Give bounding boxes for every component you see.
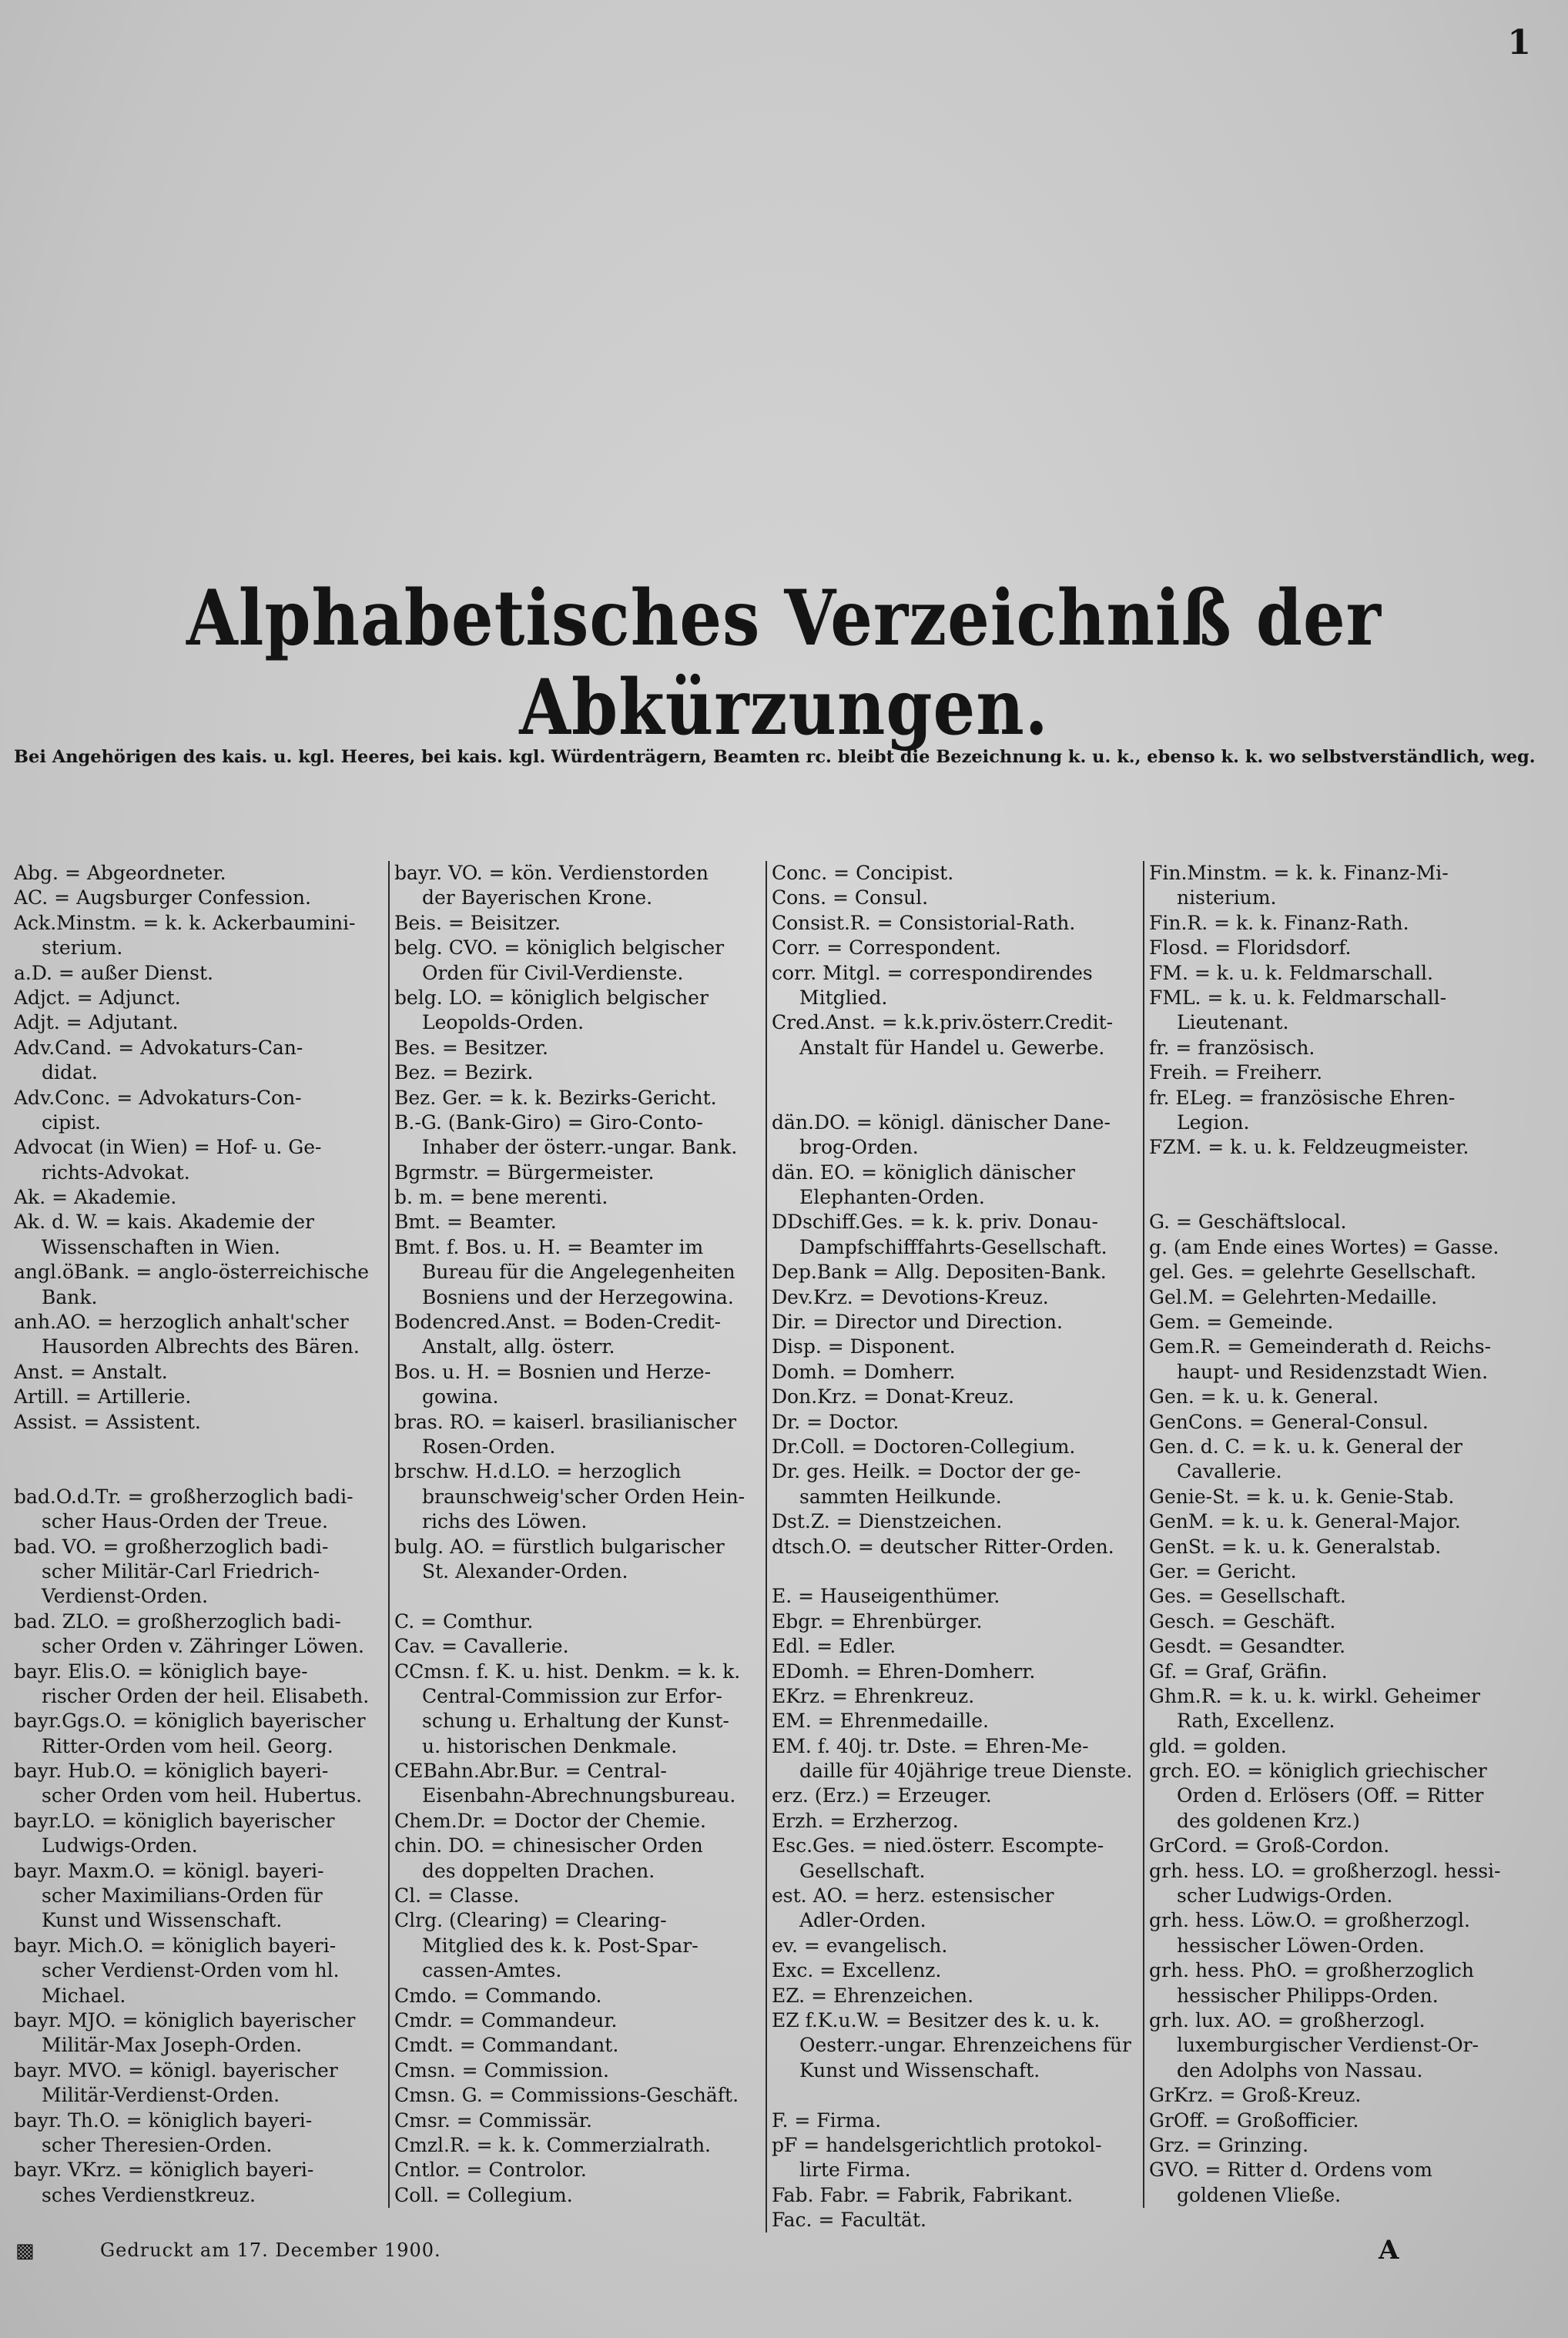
abbreviation-entry-line: Dr.Coll. = Doctoren-Collegium. bbox=[772, 1435, 1076, 1458]
print-date-footer: Gedruckt am 17. December 1900. bbox=[100, 2239, 441, 2261]
abbreviation-entry-line: Bes. = Besitzer. bbox=[394, 1036, 548, 1059]
abbreviation-entry-line: dän.DO. = königl. dänischer Dane- bbox=[772, 1110, 1111, 1134]
abbreviation-entry-line: bulg. AO. = fürstlich bulgarischer bbox=[394, 1535, 725, 1558]
abbreviation-entry-line: grh. hess. Löw.O. = großherzogl. bbox=[1149, 1909, 1470, 1932]
entry-continuation-line: Ludwigs-Orden. bbox=[42, 1834, 198, 1857]
abbreviation-entry-line: FM. = k. u. k. Feldmarschall. bbox=[1149, 961, 1433, 984]
abbreviation-entry-line: fr. = französisch. bbox=[1149, 1036, 1315, 1059]
abbreviation-entry-line: gld. = golden. bbox=[1149, 1734, 1287, 1757]
abbreviation-entry-line: bayr. VO. = kön. Verdienstorden bbox=[394, 862, 709, 884]
entry-continuation-line: richts-Advokat. bbox=[42, 1161, 190, 1184]
abbreviation-entry-line: a.D. = außer Dienst. bbox=[14, 961, 213, 984]
abbreviation-entry-line: Anst. = Anstalt. bbox=[14, 1360, 168, 1383]
abbreviation-entry-line: Dr. ges. Heilk. = Doctor der ge- bbox=[772, 1460, 1081, 1483]
abbreviation-entry-line: Bez. = Bezirk. bbox=[394, 1061, 534, 1084]
abbreviation-entry-line: Cntlor. = Controlor. bbox=[394, 2159, 587, 2182]
abbreviation-entry-line: CEBahn.Abr.Bur. = Central- bbox=[394, 1760, 667, 1783]
abbreviation-entry-line: Genie-St. = k. u. k. Genie-Stab. bbox=[1149, 1485, 1455, 1508]
section-gap bbox=[394, 1584, 764, 1609]
section-gap bbox=[772, 1559, 1141, 1584]
abbreviation-entry-line: Gesdt. = Gesandter. bbox=[1149, 1635, 1346, 1658]
abbreviation-entry-line: Gem. = Gemeinde. bbox=[1149, 1311, 1334, 1334]
entry-continuation-line: daille für 40jährige treue Dienste. bbox=[799, 1760, 1133, 1783]
abbreviation-entry-line: Dep.Bank = Allg. Depositen-Bank. bbox=[772, 1261, 1107, 1284]
abbreviation-entry-line: B.-G. (Bank-Giro) = Giro-Conto- bbox=[394, 1110, 703, 1134]
section-gap bbox=[1149, 1161, 1557, 1185]
abbreviation-entry-line: Adjt. = Adjutant. bbox=[14, 1011, 179, 1034]
entry-continuation-line: Militär-Verdienst-Orden. bbox=[42, 2084, 280, 2107]
entry-continuation-line: Oesterr.-ungar. Ehrenzeichens für bbox=[799, 2034, 1131, 2057]
abbreviation-entry-line: Consist.R. = Consistorial-Rath. bbox=[772, 911, 1076, 934]
entry-continuation-line: haupt- und Residenzstadt Wien. bbox=[1177, 1360, 1489, 1383]
entry-continuation-line: Kunst und Wissenschaft. bbox=[799, 2058, 1040, 2082]
abbreviation-entry-line: bayr. MVO. = königl. bayerischer bbox=[14, 2058, 338, 2082]
abbreviation-entry-line: Clrg. (Clearing) = Clearing- bbox=[394, 1909, 667, 1932]
abbreviation-entry-line: GenSt. = k. u. k. Generalstab. bbox=[1149, 1535, 1442, 1558]
abbreviation-entry-line: Dev.Krz. = Devotions-Kreuz. bbox=[772, 1285, 1049, 1308]
page-number: 1 bbox=[1507, 23, 1531, 62]
abbreviation-entry-line: Corr. = Correspondent. bbox=[772, 936, 1001, 960]
abbreviation-entry-line: pF = handelsgerichtlich protokol- bbox=[772, 2133, 1102, 2156]
abbreviation-entry-line: Abg. = Abgeordneter. bbox=[14, 862, 226, 884]
abbreviation-entry-line: dän. EO. = königlich dänischer bbox=[772, 1161, 1075, 1184]
entry-continuation-line: des goldenen Krz.) bbox=[1177, 1809, 1360, 1832]
entry-continuation-line: nisterium. bbox=[1177, 886, 1277, 909]
prefatory-note: Bei Angehörigen des kais. u. kgl. Heeres, bei kais. kgl. Würdenträgern, Beamten rc. bleibt die Bezeichnung k. u. k., ebenso k. k. wo selbstverständlich, weg. bbox=[14, 747, 1536, 767]
entry-continuation-line: Elephanten-Orden. bbox=[799, 1186, 985, 1209]
abbreviation-entry-line: Cav. = Cavallerie. bbox=[394, 1635, 569, 1658]
entry-continuation-line: sammten Heilkunde. bbox=[799, 1485, 1002, 1508]
abbreviation-column-3 bbox=[766, 861, 1141, 2232]
abbreviation-entry-line: g. (am Ende eines Wortes) = Gasse. bbox=[1149, 1235, 1499, 1258]
entry-continuation-line: Mitglied. bbox=[799, 986, 888, 1009]
sheet-signature: A bbox=[1379, 2235, 1399, 2266]
abbreviation-entry-line: Gel.M. = Gelehrten-Medaille. bbox=[1149, 1285, 1438, 1308]
abbreviation-entry-line: Bmt. f. Bos. u. H. = Beamter im bbox=[394, 1235, 704, 1258]
abbreviation-entry-line: angl.öBank. = anglo-österreichische bbox=[14, 1261, 370, 1284]
abbreviation-entry-line: GrKrz. = Groß-Kreuz. bbox=[1149, 2084, 1362, 2107]
entry-continuation-line: gowina. bbox=[422, 1385, 499, 1408]
abbreviation-entry-line: Exc. = Excellenz. bbox=[772, 1959, 942, 1982]
abbreviation-entry-line: b. m. = bene merenti. bbox=[394, 1186, 608, 1209]
abbreviation-entry-line: grch. EO. = königlich griechischer bbox=[1149, 1760, 1487, 1783]
abbreviation-entry-line: C. = Comthur. bbox=[394, 1609, 534, 1633]
entry-continuation-line: Rath, Excellenz. bbox=[1177, 1710, 1335, 1733]
entry-continuation-line: Eisenbahn-Abrechnungsbureau. bbox=[422, 1784, 736, 1807]
abbreviation-entry-line: Bez. Ger. = k. k. Bezirks-Gericht. bbox=[394, 1086, 717, 1109]
entry-continuation-line: braunschweig'scher Orden Hein- bbox=[422, 1485, 745, 1508]
abbreviation-entry-line: Grz. = Grinzing. bbox=[1149, 2133, 1309, 2156]
section-gap bbox=[1149, 1185, 1557, 1210]
abbreviation-entry-line: erz. (Erz.) = Erzeuger. bbox=[772, 1784, 992, 1807]
entry-continuation-line: Hausorden Albrechts des Bären. bbox=[42, 1335, 360, 1358]
entry-continuation-line: lirte Firma. bbox=[799, 2159, 911, 2182]
entry-continuation-line: sterium. bbox=[42, 936, 123, 960]
entry-continuation-line: scher Haus-Orden der Treue. bbox=[42, 1510, 328, 1533]
entry-continuation-line: scher Militär-Carl Friedrich- bbox=[42, 1559, 320, 1583]
abbreviation-entry-line: EZ f.K.u.W. = Besitzer des k. u. k. bbox=[772, 2008, 1101, 2032]
abbreviation-entry-line: EZ. = Ehrenzeichen. bbox=[772, 1984, 974, 2007]
abbreviation-entry-line: GenCons. = General-Consul. bbox=[1149, 1410, 1429, 1433]
entry-continuation-line: Orden für Civil-Verdienste. bbox=[422, 961, 684, 984]
abbreviation-entry-line: chin. DO. = chinesischer Orden bbox=[394, 1834, 703, 1857]
abbreviation-entry-line: fr. ELeg. = französische Ehren- bbox=[1149, 1086, 1456, 1109]
abbreviation-entry-line: Coll. = Collegium. bbox=[394, 2183, 573, 2206]
abbreviation-entry-line: Dr. = Doctor. bbox=[772, 1410, 900, 1433]
entry-continuation-line: den Adolphs von Nassau. bbox=[1177, 2058, 1423, 2082]
entry-continuation-line: der Bayerischen Krone. bbox=[422, 886, 653, 909]
entry-continuation-line: u. historischen Denkmale. bbox=[422, 1734, 678, 1757]
abbreviation-entry-line: GrOff. = Großofficier. bbox=[1149, 2109, 1359, 2132]
printer-mark-icon: ▩ bbox=[15, 2239, 35, 2263]
abbreviation-entry-line: bras. RO. = kaiserl. brasilianischer bbox=[394, 1410, 737, 1433]
abbreviation-entry-line: Cred.Anst. = k.k.priv.österr.Credit- bbox=[772, 1011, 1114, 1034]
abbreviation-entry-line: Beis. = Beisitzer. bbox=[394, 911, 561, 934]
abbreviation-entry-line: Cmsn. G. = Commissions-Geschäft. bbox=[394, 2084, 739, 2107]
abbreviation-entry-line: FZM. = k. u. k. Feldzeugmeister. bbox=[1149, 1136, 1469, 1159]
abbreviation-entry-line: Disp. = Disponent. bbox=[772, 1335, 956, 1358]
abbreviation-entry-line: anh.AO. = herzoglich anhalt'scher bbox=[14, 1311, 349, 1334]
entry-continuation-line: St. Alexander-Orden. bbox=[422, 1559, 628, 1583]
entry-continuation-line: hessischer Philipps-Orden. bbox=[1177, 1984, 1439, 2007]
abbreviation-entry-line: Fab. Fabr. = Fabrik, Fabrikant. bbox=[772, 2183, 1074, 2206]
entry-continuation-line: luxemburgischer Verdienst-Or- bbox=[1177, 2034, 1479, 2057]
entry-continuation-line: scher Verdienst-Orden vom hl. bbox=[42, 1959, 340, 1982]
entry-continuation-line: Lieutenant. bbox=[1177, 1011, 1289, 1034]
abbreviation-entry-line: GVO. = Ritter d. Ordens vom bbox=[1149, 2159, 1432, 2182]
entry-continuation-line: Wissenschaften in Wien. bbox=[42, 1235, 280, 1258]
abbreviation-entry-line: gel. Ges. = gelehrte Gesellschaft. bbox=[1149, 1261, 1476, 1284]
abbreviation-entry-line: Ger. = Gericht. bbox=[1149, 1559, 1297, 1583]
entry-continuation-line: Ritter-Orden vom heil. Georg. bbox=[42, 1734, 333, 1757]
entry-continuation-line: scher Theresien-Orden. bbox=[42, 2133, 273, 2156]
entry-continuation-line: rischer Orden der heil. Elisabeth. bbox=[42, 1684, 370, 1707]
entry-continuation-line: schung u. Erhaltung der Kunst- bbox=[422, 1710, 729, 1733]
page-title: Alphabetisches Verzeichniß der Abkürzungen. bbox=[186, 573, 1382, 753]
abbreviation-entry-line: Esc.Ges. = nied.österr. Escompte- bbox=[772, 1834, 1104, 1857]
entry-continuation-line: Anstalt, allg. österr. bbox=[422, 1335, 615, 1358]
entry-continuation-line: Bank. bbox=[42, 1285, 98, 1308]
abbreviation-entry-line: Edl. = Edler. bbox=[772, 1635, 896, 1658]
abbreviation-entry-line: bad. ZLO. = großherzoglich badi- bbox=[14, 1609, 341, 1633]
entry-continuation-line: Orden d. Erlösers (Off. = Ritter bbox=[1177, 1784, 1484, 1807]
abbreviation-entry-line: Cons. = Consul. bbox=[772, 886, 929, 909]
abbreviation-entry-line: Gesch. = Geschäft. bbox=[1149, 1609, 1336, 1633]
abbreviation-entry-line: Cmdr. = Commandeur. bbox=[394, 2008, 618, 2032]
entry-continuation-line: Verdienst-Orden. bbox=[42, 1585, 209, 1608]
entry-continuation-line: Dampfschifffahrts-Gesellschaft. bbox=[799, 1235, 1107, 1258]
entry-continuation-line: des doppelten Drachen. bbox=[422, 1859, 655, 1882]
entry-continuation-line: Mitglied des k. k. Post-Spar- bbox=[422, 1934, 699, 1957]
abbreviation-entry-line: AC. = Augsburger Confession. bbox=[14, 886, 311, 909]
abbreviation-entry-line: Advocat (in Wien) = Hof- u. Ge- bbox=[14, 1136, 322, 1159]
entry-continuation-line: Rosen-Orden. bbox=[422, 1435, 556, 1458]
abbreviation-entry-line: Bos. u. H. = Bosnien und Herze- bbox=[394, 1360, 712, 1383]
entry-continuation-line: Anstalt für Handel u. Gewerbe. bbox=[799, 1036, 1105, 1059]
entry-continuation-line: scher Orden v. Zähringer Löwen. bbox=[42, 1635, 364, 1658]
abbreviation-entry-line: ev. = evangelisch. bbox=[772, 1934, 948, 1957]
abbreviation-entry-line: Gem.R. = Gemeinderath d. Reichs- bbox=[1149, 1335, 1492, 1358]
entry-continuation-line: Central-Commission zur Erfor- bbox=[422, 1684, 722, 1707]
entry-continuation-line: goldenen Vließe. bbox=[1177, 2183, 1342, 2206]
abbreviation-entry-line: Gen. d. C. = k. u. k. General der bbox=[1149, 1435, 1462, 1458]
entry-continuation-line: Cavallerie. bbox=[1177, 1460, 1282, 1483]
abbreviation-entry-line: bayr. Elis.O. = königlich baye- bbox=[14, 1660, 308, 1683]
abbreviation-entry-line: GenM. = k. u. k. General-Major. bbox=[1149, 1510, 1461, 1533]
abbreviation-entry-line: grh. hess. PhO. = großherzoglich bbox=[1149, 1959, 1475, 1982]
abbreviation-entry-line: bayr. Hub.O. = königlich bayeri- bbox=[14, 1760, 329, 1783]
abbreviation-entry-line: Cmzl.R. = k. k. Commerzialrath. bbox=[394, 2133, 711, 2156]
abbreviation-entry-line: bayr.LO. = königlich bayerischer bbox=[14, 1809, 335, 1832]
abbreviation-entry-line: E. = Hauseigenthümer. bbox=[772, 1585, 1000, 1608]
section-gap bbox=[14, 1435, 388, 1459]
abbreviation-entry-line: bad.O.d.Tr. = großherzoglich badi- bbox=[14, 1485, 353, 1508]
section-gap bbox=[772, 2083, 1141, 2108]
abbreviation-entry-line: EKrz. = Ehrenkreuz. bbox=[772, 1684, 975, 1707]
entry-continuation-line: scher Orden vom heil. Hubertus. bbox=[42, 1784, 363, 1807]
abbreviation-entry-line: EM. f. 40j. tr. Dste. = Ehren-Me- bbox=[772, 1734, 1089, 1757]
abbreviation-entry-line: belg. LO. = königlich belgischer bbox=[394, 986, 709, 1009]
abbreviation-entry-line: Adv.Cand. = Advokaturs-Can- bbox=[14, 1036, 303, 1059]
abbreviation-entry-line: Bmt. = Beamter. bbox=[394, 1211, 557, 1234]
entry-continuation-line: Militär-Max Joseph-Orden. bbox=[42, 2034, 303, 2057]
entry-continuation-line: Bosniens und der Herzegowina. bbox=[422, 1285, 734, 1308]
abbreviation-entry-line: Erzh. = Erzherzog. bbox=[772, 1809, 959, 1832]
entry-continuation-line: Michael. bbox=[42, 1984, 126, 2007]
abbreviation-entry-line: Artill. = Artillerie. bbox=[14, 1385, 192, 1408]
abbreviation-entry-line: bayr. Th.O. = königlich bayeri- bbox=[14, 2109, 313, 2132]
abbreviation-entry-line: Adjct. = Adjunct. bbox=[14, 986, 181, 1009]
abbreviation-entry-line: dtsch.O. = deutscher Ritter-Orden. bbox=[772, 1535, 1114, 1558]
entry-continuation-line: scher Ludwigs-Orden. bbox=[1177, 1884, 1393, 1908]
abbreviation-entry-line: Ak. d. W. = kais. Akademie der bbox=[14, 1211, 314, 1234]
abbreviation-entry-line: Fin.Minstm. = k. k. Finanz-Mi- bbox=[1149, 862, 1449, 884]
entry-continuation-line: Adler-Orden. bbox=[799, 1909, 926, 1932]
abbreviation-entry-line: brschw. H.d.LO. = herzoglich bbox=[394, 1460, 682, 1483]
abbreviation-entry-line: est. AO. = herz. estensischer bbox=[772, 1884, 1054, 1908]
section-gap bbox=[772, 1060, 1141, 1085]
entry-continuation-line: Legion. bbox=[1177, 1110, 1250, 1134]
abbreviation-column-2 bbox=[388, 861, 764, 2208]
abbreviation-entry-line: bayr. Maxm.O. = königl. bayeri- bbox=[14, 1859, 324, 1882]
abbreviation-entry-line: Cmdt. = Commandant. bbox=[394, 2034, 619, 2057]
abbreviation-entry-line: Chem.Dr. = Doctor der Chemie. bbox=[394, 1809, 706, 1832]
abbreviation-entry-line: Flosd. = Floridsdorf. bbox=[1149, 936, 1352, 960]
abbreviation-entry-line: bayr. MJO. = königlich bayerischer bbox=[14, 2008, 356, 2032]
entry-continuation-line: scher Maximilians-Orden für bbox=[42, 1884, 323, 1908]
entry-continuation-line: Leopolds-Orden. bbox=[422, 1011, 585, 1034]
entry-continuation-line: didat. bbox=[42, 1061, 98, 1084]
abbreviation-entry-line: belg. CVO. = königlich belgischer bbox=[394, 936, 725, 960]
abbreviation-entry-line: grh. lux. AO. = großherzogl. bbox=[1149, 2008, 1426, 2032]
abbreviation-entry-line: EDomh. = Ehren-Domherr. bbox=[772, 1660, 1036, 1683]
abbreviation-entry-line: Cmdo. = Commando. bbox=[394, 1984, 602, 2007]
abbreviation-entry-line: Gf. = Graf, Gräfin. bbox=[1149, 1660, 1328, 1683]
entry-continuation-line: cipist. bbox=[42, 1110, 101, 1134]
abbreviation-entry-line: Adv.Conc. = Advokaturs-Con- bbox=[14, 1086, 302, 1109]
abbreviation-entry-line: Fac. = Facultät. bbox=[772, 2209, 926, 2232]
entry-continuation-line: brog-Orden. bbox=[799, 1136, 919, 1159]
abbreviation-entry-line: DDschiff.Ges. = k. k. priv. Donau- bbox=[772, 1211, 1098, 1234]
abbreviation-entry-line: GrCord. = Groß-Cordon. bbox=[1149, 1834, 1390, 1857]
abbreviation-entry-line: EM. = Ehrenmedaille. bbox=[772, 1710, 989, 1733]
entry-continuation-line: sches Verdienstkreuz. bbox=[42, 2183, 256, 2206]
entry-continuation-line: hessischer Löwen-Orden. bbox=[1177, 1934, 1425, 1957]
abbreviation-entry-line: Ges. = Gesellschaft. bbox=[1149, 1585, 1346, 1608]
abbreviation-column-1 bbox=[14, 861, 388, 2208]
entry-continuation-line: Gesellschaft. bbox=[799, 1859, 926, 1882]
abbreviation-entry-line: Dir. = Director und Direction. bbox=[772, 1311, 1063, 1334]
abbreviation-entry-line: Cmsn. = Commission. bbox=[394, 2058, 609, 2082]
abbreviation-entry-line: CCmsn. f. K. u. hist. Denkm. = k. k. bbox=[394, 1660, 741, 1683]
abbreviation-entry-line: Don.Krz. = Donat-Kreuz. bbox=[772, 1385, 1014, 1408]
abbreviation-entry-line: Assist. = Assistent. bbox=[14, 1410, 201, 1433]
entry-continuation-line: Kunst und Wissenschaft. bbox=[42, 1909, 283, 1932]
abbreviation-entry-line: Fin.R. = k. k. Finanz-Rath. bbox=[1149, 911, 1409, 934]
abbreviation-column-4 bbox=[1143, 861, 1557, 2208]
abbreviation-entry-line: G. = Geschäftslocal. bbox=[1149, 1211, 1347, 1234]
abbreviation-entry-line: Cmsr. = Commissär. bbox=[394, 2109, 592, 2132]
abbreviation-entry-line: bad. VO. = großherzoglich badi- bbox=[14, 1535, 329, 1558]
abbreviation-entry-line: FML. = k. u. k. Feldmarschall- bbox=[1149, 986, 1447, 1009]
abbreviation-entry-line: Bodencred.Anst. = Boden-Credit- bbox=[394, 1311, 721, 1334]
abbreviation-entry-line: grh. hess. LO. = großherzogl. hessi- bbox=[1149, 1859, 1501, 1882]
entry-continuation-line: Bureau für die Angelegenheiten bbox=[422, 1261, 735, 1284]
entry-continuation-line: Inhaber der österr.-ungar. Bank. bbox=[422, 1136, 738, 1159]
abbreviation-entry-line: Freih. = Freiherr. bbox=[1149, 1061, 1323, 1084]
abbreviation-entry-line: Dst.Z. = Dienstzeichen. bbox=[772, 1510, 1003, 1533]
abbreviation-entry-line: bayr. Mich.O. = königlich bayeri- bbox=[14, 1934, 337, 1957]
abbreviation-entry-line: Ak. = Akademie. bbox=[14, 1186, 177, 1209]
abbreviation-entry-line: Domh. = Domherr. bbox=[772, 1360, 956, 1383]
abbreviation-entry-line: F. = Firma. bbox=[772, 2109, 882, 2132]
abbreviation-entry-line: Cl. = Classe. bbox=[394, 1884, 520, 1908]
abbreviation-entry-line: Ghm.R. = k. u. k. wirkl. Geheimer bbox=[1149, 1684, 1480, 1707]
abbreviation-entry-line: bayr. VKrz. = königlich bayeri- bbox=[14, 2159, 314, 2182]
abbreviation-entry-line: Ebgr. = Ehrenbürger. bbox=[772, 1609, 983, 1633]
entry-continuation-line: richs des Löwen. bbox=[422, 1510, 588, 1533]
section-gap bbox=[14, 1459, 388, 1484]
entry-continuation-line: cassen-Amtes. bbox=[422, 1959, 562, 1982]
abbreviation-entry-line: Ack.Minstm. = k. k. Ackerbaumini- bbox=[14, 911, 356, 934]
abbreviation-entry-line: Conc. = Concipist. bbox=[772, 862, 954, 884]
abbreviation-entry-line: Gen. = k. u. k. General. bbox=[1149, 1385, 1379, 1408]
abbreviation-entry-line: bayr.Ggs.O. = königlich bayerischer bbox=[14, 1710, 366, 1733]
abbreviation-entry-line: Bgrmstr. = Bürgermeister. bbox=[394, 1161, 655, 1184]
section-gap bbox=[772, 1086, 1141, 1110]
abbreviation-entry-line: corr. Mitgl. = correspondirendes bbox=[772, 961, 1093, 984]
